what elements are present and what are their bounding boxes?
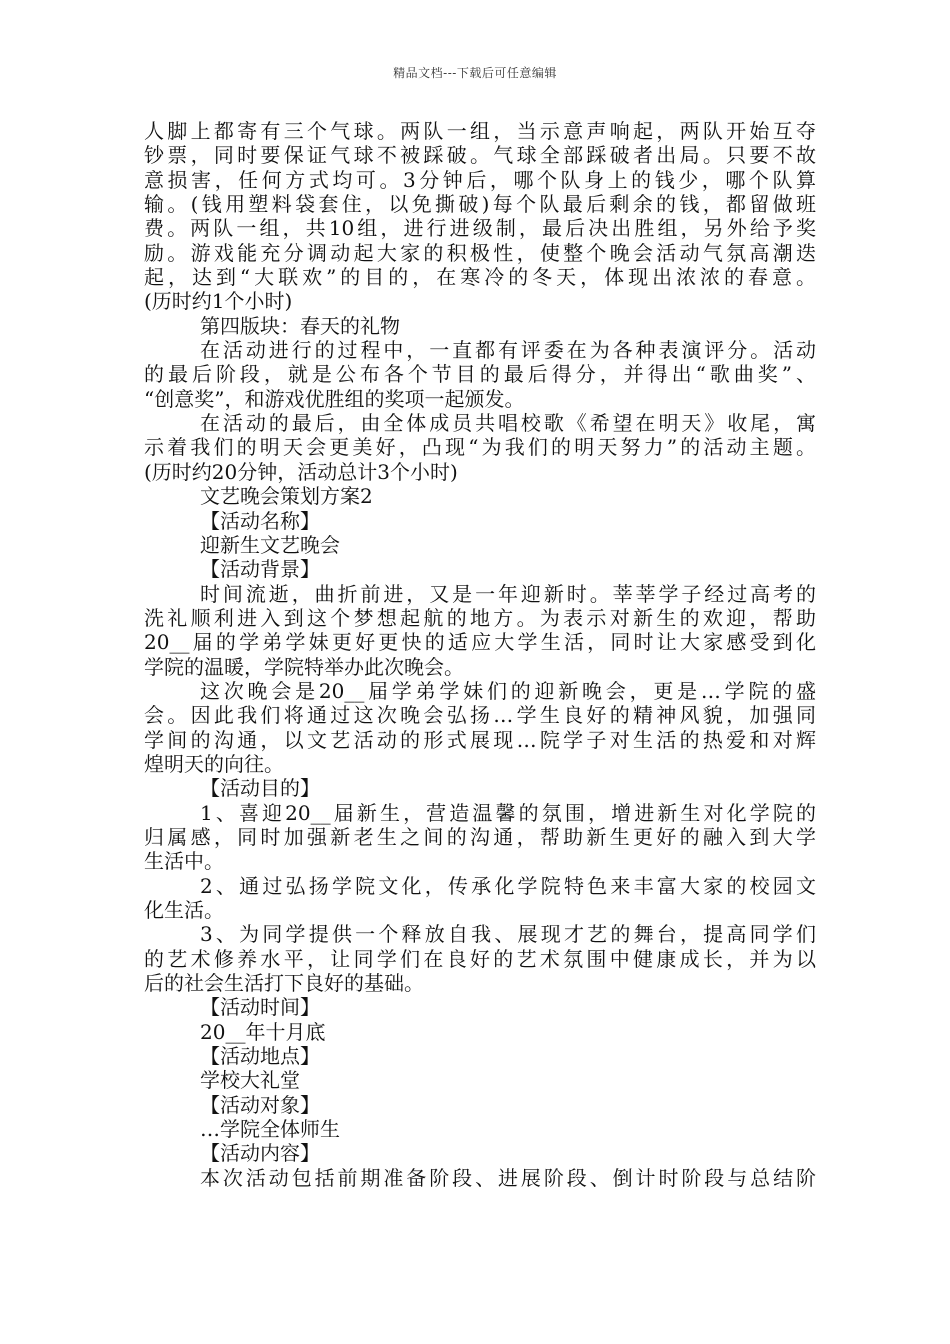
text-line: 意损害，任何方式均可。3分钟后，哪个队身上的钱少，哪个队算 [144, 167, 816, 192]
document-body [144, 119, 816, 1190]
text-line: 第四版块：春天的礼物 [200, 313, 400, 338]
text-line: …学院全体师生 [200, 1117, 340, 1142]
page-header: 精品文档---下载后可任意编辑 [393, 66, 557, 80]
text-line: 人脚上都寄有三个气球。两队一组，当示意声响起，两队开始互夺 [144, 119, 816, 143]
text-line: 20__年十月底 [200, 1019, 326, 1044]
text-line: 励。游戏能充分调动起大家的积极性，使整个晚会活动气氛高潮迭 [144, 240, 816, 265]
text-line: 本次活动包括前期准备阶段、进展阶段、倒计时阶段与总结阶 [200, 1165, 816, 1190]
text-line: 【活动时间】 [200, 995, 320, 1020]
text-line: 3、为同学提供一个释放自我、展现才艺的舞台，提高同学们 [200, 922, 816, 947]
text-line: 文艺晚会策划方案2 [200, 484, 373, 509]
text-line: 生活中。 [144, 849, 224, 874]
text-line: 【活动内容】 [200, 1141, 320, 1166]
text-line: 学院的温暖，学院特举办此次晚会。 [144, 654, 464, 679]
text-line: 后的社会生活打下良好的基础。 [144, 971, 424, 996]
text-line: (历时约20分钟，活动总计3个小时) [144, 459, 458, 484]
text-line: 归属感，同时加强新老生之间的沟通，帮助新生更好的融入到大学 [144, 824, 816, 849]
text-line: 学校大礼堂 [200, 1068, 300, 1093]
text-line: 费。两队一组，共10组，进行进级制，最后决出胜组，另外给予奖 [144, 216, 816, 241]
text-line: 在活动进行的过程中，一直都有评委在为各种表演评分。活动 [200, 338, 816, 363]
text-line: 20__届的学弟学妹更好更快的适应大学生活，同时让大家感受到化 [144, 630, 816, 655]
text-line: 煌明天的向往。 [144, 751, 284, 776]
text-line: 在活动的最后，由全体成员共唱校歌《希望在明天》收尾，寓 [200, 411, 816, 436]
text-line: 化生活。 [144, 898, 224, 922]
text-line: 钞票，同时要保证气球不被踩破。气球全部踩破者出局。只要不故 [144, 143, 816, 168]
text-line: 1、喜迎20__届新生，营造温馨的氛围，增进新生对化学院的 [200, 800, 816, 825]
text-line: 【活动背景】 [200, 557, 320, 582]
text-line: 会。因此我们将通过这次晚会弘扬…学生良好的精神风貌，加强同 [144, 703, 816, 728]
text-line: “创意奖”，和游戏优胜组的奖项一起颁发。 [144, 386, 525, 411]
text-line: 这次晚会是20__届学弟学妹们的迎新晚会，更是…学院的盛 [200, 678, 816, 703]
text-line: 示着我们的明天会更美好，凸现“为我们的明天努力”的活动主题。 [144, 435, 816, 460]
text-line: 【活动目的】 [200, 776, 320, 801]
text-line: 2、通过弘扬学院文化，传承化学院特色来丰富大家的校园文 [200, 873, 816, 898]
text-line: 的艺术修养水平，让同学们在良好的艺术氛围中健康成长，并为以 [144, 946, 816, 971]
text-line: 起，达到“大联欢”的目的，在寒冷的冬天，体现出浓浓的春意。 [144, 265, 816, 290]
text-line: 学间的沟通，以文艺活动的形式展现…院学子对生活的热爱和对辉 [144, 727, 816, 752]
text-line: 【活动地点】 [200, 1044, 320, 1069]
text-line: 时间流逝，曲折前进，又是一年迎新时。莘莘学子经过高考的 [200, 581, 816, 606]
text-line: 洗礼顺利进入到这个梦想起航的地方。为表示对新生的欢迎，帮助 [144, 605, 816, 630]
text-line: (历时约1个小时) [144, 289, 293, 314]
text-line: 【活动对象】 [200, 1092, 320, 1117]
text-line: 【活动名称】 [200, 508, 320, 533]
text-line: 的最后阶段，就是公布各个节目的最后得分，并得出“歌曲奖”、 [144, 362, 816, 387]
text-line: 迎新生文艺晚会 [200, 532, 340, 557]
text-line: 输。(钱用塑料袋套住，以免撕破)每个队最后剩余的钱，都留做班 [144, 192, 816, 217]
